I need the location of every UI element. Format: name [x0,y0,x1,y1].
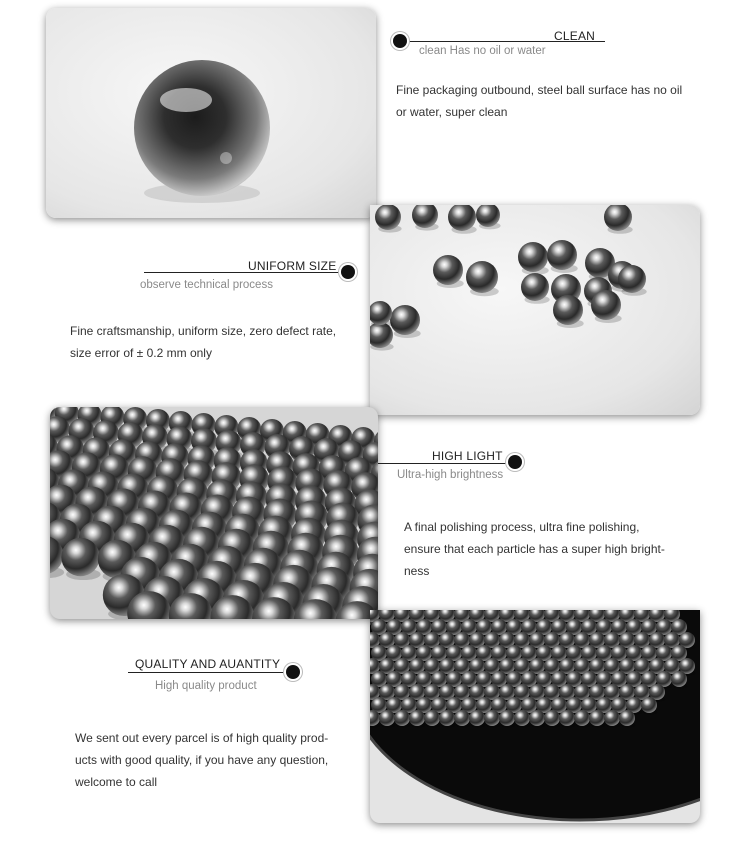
steel-ball [409,710,425,726]
steel-ball [589,710,605,726]
steel-ball [379,710,395,726]
steel-ball [604,710,620,726]
steel-ball [521,273,549,301]
steel-ball [499,710,515,726]
steel-ball [390,305,420,335]
uniform-size-bullet-icon [341,265,355,279]
packed-steel-balls-image [50,407,378,619]
steel-ball [466,261,498,293]
steel-ball [424,710,440,726]
steel-ball [469,710,485,726]
scattered-steel-balls-image [370,205,700,415]
steel-ball [529,710,545,726]
quality-description: We sent out every parcel is of high quality prod-ucts with good quality, if you have any question, welcome to call [75,731,329,789]
steel-ball [553,295,583,325]
steel-ball [619,710,635,726]
quality-photo [370,610,700,823]
high-light-subheading: Ultra-high brightness [397,469,504,481]
steel-ball [454,710,470,726]
quality-bullet-icon [286,665,300,679]
high-light-photo [50,407,378,619]
quality-rule [128,672,293,673]
quality-heading: QUALITY AND AUANTITY [135,657,281,671]
steel-ball [559,710,575,726]
steel-ball [618,265,646,293]
steel-ball [514,710,530,726]
steel-ball [394,710,410,726]
steel-ball [641,697,657,713]
steel-ball [671,671,687,687]
steel-ball [433,255,463,285]
high-light-description: A final polishing process, ultra fine polishing, ensure that each particle has a super high bright-ness [404,520,665,578]
clean-description: Fine packaging outbound, steel ball surface has no oil or water, super clean [396,83,683,119]
uniform-size-photo [370,205,700,415]
steel-ball [61,538,99,576]
high-light-bullet-icon [508,455,522,469]
high-light-heading: HIGH LIGHT [432,449,503,463]
clean-photo [46,8,376,218]
clean-subheading: clean Has no oil or water [419,45,546,57]
clean-heading: CLEAN [554,29,596,43]
quality-subheading: High quality product [155,680,257,692]
steel-ball [591,290,621,320]
clean-bullet-icon [393,34,407,48]
uniform-size-subheading: observe technical process [140,279,273,291]
steel-ball [547,240,577,270]
steel-ball [375,205,401,230]
uniform-size-description: Fine craftsmanship, uniform size, zero defect rate, size error of ± 0.2 mm only [70,324,337,360]
steel-ball [544,710,560,726]
steel-ball [439,710,455,726]
steel-ball [574,710,590,726]
single-steel-ball-image [46,8,376,218]
steel-ball [484,710,500,726]
uniform-size-heading: UNIFORM SIZE [248,259,337,273]
steel-ball [518,242,548,272]
steel-balls-in-black-dish-image [370,610,700,823]
high-light-rule [378,463,516,464]
